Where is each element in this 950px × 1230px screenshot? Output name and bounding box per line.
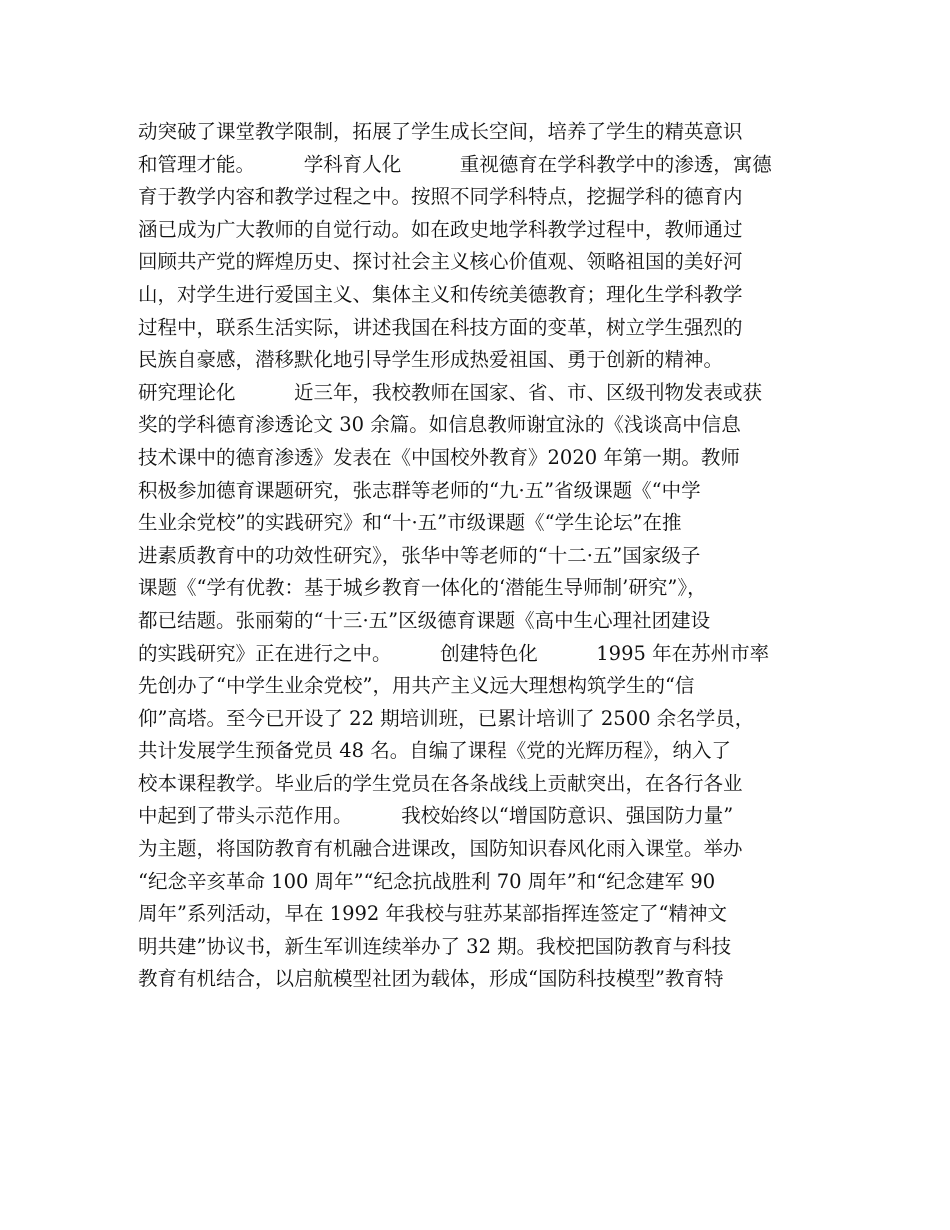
body-text	[138, 116, 818, 996]
text-line: 山，对学生进行爱国主义、集体主义和传统美德教育；理化生学科教学	[138, 282, 743, 306]
text-line: 仰”高塔。至今已开设了 22 期培训班，已累计培训了 2500 余名学员，	[138, 706, 755, 730]
text-line: 过程中，联系生活实际，讲述我国在科技方面的变革，树立学生强烈的	[138, 315, 743, 339]
text-line: 民族自豪感，潜移默化地引导学生形成热爱祖国、勇于创新的精神。	[138, 348, 724, 372]
text-line: 回顾共产党的辉煌历史、探讨社会主义核心价值观、领略祖国的美好河	[138, 250, 743, 274]
text-line: 积极参加德育课题研究，张志群等老师的“九·五”省级课题《“中学	[138, 478, 701, 502]
text-line: 研究理论化 近三年，我校教师在国家、省、市、区级刊物发表或获	[138, 380, 763, 404]
text-line: 先创办了“中学生业余党校”，用共产主义远大理想构筑学生的“信	[138, 674, 695, 698]
text-line: 中起到了带头示范作用。 我校始终以“增国防意识、强国防力量”	[138, 804, 734, 828]
text-line: 明共建”协议书，新生军训连续举办了 32 期。我校把国防教育与科技	[138, 934, 732, 958]
text-line: 为主题，将国防教育有机融合进课改，国防知识春风化雨入课堂。举办	[138, 837, 743, 861]
text-line: 课题《“学有优教：基于城乡教育一体化的‘潜能生导师制’研究”》，	[138, 576, 707, 600]
text-line: “纪念辛亥革命 100 周年”“纪念抗战胜利 70 周年”和“纪念建军 90	[138, 869, 716, 893]
text-line: 和管理才能。 学科育人化 重视德育在学科教学中的渗透，寓德	[138, 152, 772, 176]
text-line: 校本课程教学。毕业后的学生党员在各条战线上贡献突出，在各行各业	[138, 771, 743, 795]
text-line: 技术课中的德育渗透》发表在《中国校外教育》2020 年第一期。教师	[138, 445, 740, 469]
text-line: 共计发展学生预备党员 48 名。自编了课程《党的光辉历程》，纳入了	[138, 739, 731, 763]
text-line: 动突破了课堂教学限制，拓展了学生成长空间，培养了学生的精英意识	[138, 120, 743, 143]
text-line: 都已结题。张丽菊的“十三·五”区级德育课题《高中生心理社团建设	[138, 608, 711, 632]
text-line: 生业余党校”的实践研究》和“十·五”市级课题《“学生论坛”在推	[138, 511, 682, 535]
text-line: 教育有机结合，以启航模型社团为载体，形成“国防科技模型”教育特	[138, 967, 724, 991]
text-line: 周年”系列活动，早在 1992 年我校与驻苏某部指挥连签定了“精神文	[138, 902, 727, 926]
text-line: 进素质教育中的功效性研究》，张华中等老师的“十二·五”国家级子	[138, 543, 701, 567]
text-line: 奖的学科德育渗透论文 30 余篇。如信息教师谢宜泳的《浅谈高中信息	[138, 413, 741, 437]
text-line: 育于教学内容和教学过程之中。按照不同学科特点，挖掘学科的德育内	[138, 185, 743, 209]
text-line: 的实践研究》正在进行之中。 创建特色化 1995 年在苏州市率	[138, 641, 770, 665]
text-line: 涵已成为广大教师的自觉行动。如在政史地学科教学过程中，教师通过	[138, 217, 743, 241]
